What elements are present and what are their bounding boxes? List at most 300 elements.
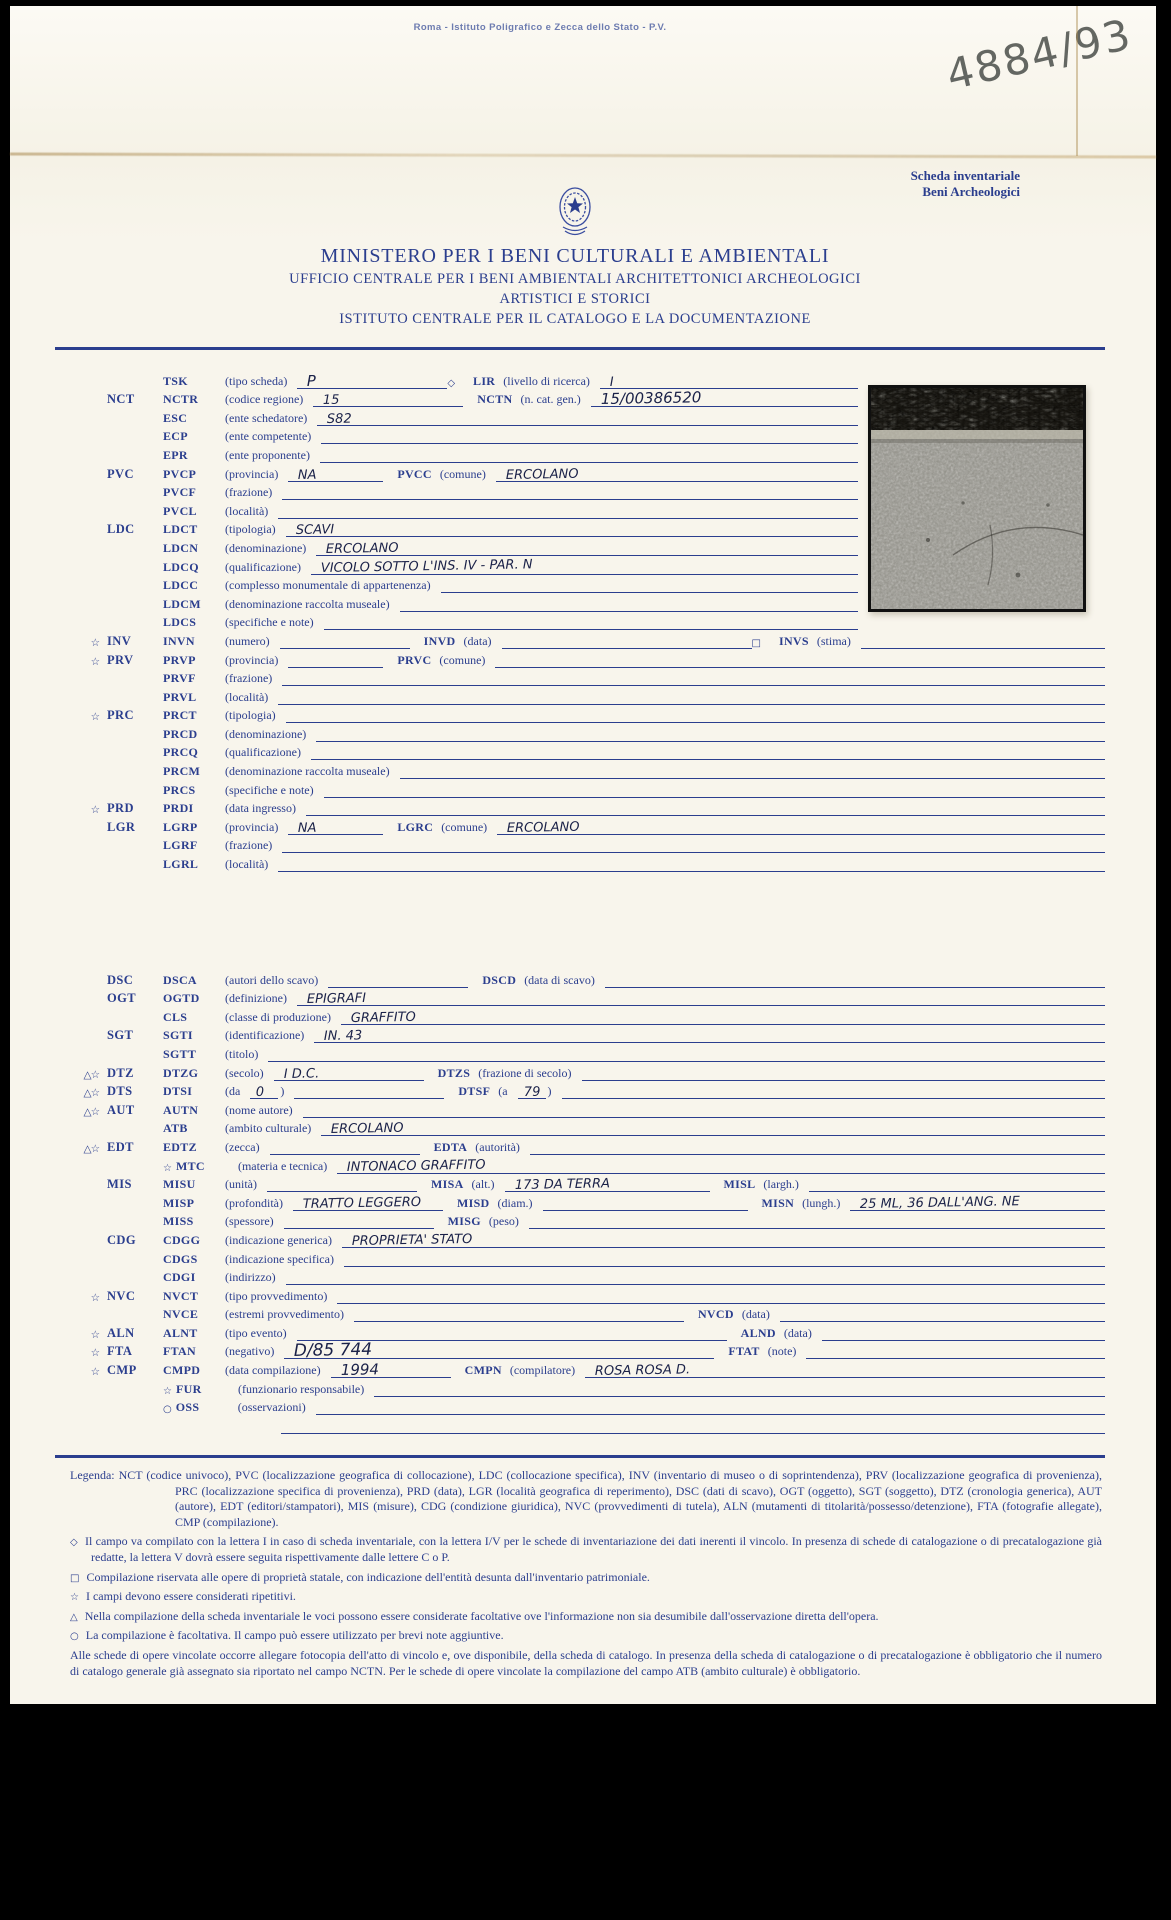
group-code: DSC	[107, 972, 134, 987]
group-code: INV	[107, 633, 132, 648]
value-line	[288, 654, 383, 668]
field-label: (denominazione)	[225, 540, 307, 555]
value-line	[496, 468, 858, 482]
field-label: (frazione)	[225, 485, 273, 500]
row-symbols: ☆	[90, 711, 99, 724]
field-code: LDCC	[163, 578, 199, 593]
value-line	[529, 1215, 1105, 1229]
note-symbol: ◇	[70, 1537, 78, 1549]
field-label: (comune)	[439, 652, 486, 667]
note-symbol: ○	[70, 1631, 79, 1643]
row-symbols: △☆	[83, 1142, 99, 1155]
value-line	[278, 691, 1105, 705]
value-line	[530, 1141, 1105, 1155]
field-code: PRVF	[163, 671, 196, 686]
field-code: NCTN	[477, 392, 513, 407]
field-label: (a	[498, 1084, 508, 1099]
value-line	[328, 974, 468, 988]
value-line	[495, 654, 1105, 668]
form-row-AUT	[65, 1099, 1105, 1118]
field-code: PRCM	[163, 764, 201, 779]
value-line	[313, 393, 463, 407]
field-label: (tipo provvedimento)	[225, 1288, 328, 1303]
field-code: AUTN	[163, 1102, 199, 1117]
handwritten-value: ERCOLANO	[506, 819, 580, 836]
field-label: (livello di ricerca)	[503, 373, 590, 388]
value-line	[850, 1193, 1105, 1212]
field-label: (autorità)	[475, 1139, 520, 1154]
field-label: (titolo)	[225, 1046, 259, 1061]
row-symbols: ☆	[90, 636, 99, 649]
handwritten-value: P	[306, 371, 317, 390]
form-row	[65, 779, 1105, 798]
legend-note	[70, 1609, 1102, 1625]
field-code: LGRL	[163, 857, 199, 872]
field-code: SGTT	[163, 1046, 197, 1061]
field-label: (indicazione generica)	[225, 1232, 332, 1247]
value-line	[591, 388, 858, 409]
group-code: NCT	[107, 392, 135, 407]
value-line	[354, 1308, 684, 1322]
field-label: (da	[225, 1084, 241, 1099]
group-code: PRD	[107, 801, 134, 816]
field-code: INVN	[163, 633, 195, 648]
form-row	[65, 593, 858, 612]
field-code: MISA	[431, 1177, 464, 1192]
field-label: (data)	[463, 633, 492, 648]
field-label: (provincia)	[225, 819, 279, 834]
row-symbols: ☆	[90, 1328, 99, 1341]
field-label: (tipo scheda)	[225, 373, 288, 388]
form-row	[65, 370, 858, 389]
form-row	[65, 407, 858, 426]
field-label: (località)	[225, 857, 269, 872]
handwritten-value: 1994	[340, 1360, 379, 1380]
form-row	[65, 1304, 1105, 1323]
form-row-DTS	[65, 1081, 1105, 1100]
value-line	[600, 375, 858, 389]
field-code: CMPD	[163, 1363, 201, 1378]
value-line	[288, 821, 383, 835]
form-row	[65, 575, 858, 594]
page-subtitle-3: ISTITUTO CENTRALE PER IL CATALOGO E LA DOCUMENTAZIONE	[339, 311, 811, 327]
field-label: (denominazione raccolta museale)	[225, 764, 390, 779]
row-symbols: △☆	[83, 1068, 99, 1081]
field-label: (classe di produzione)	[225, 1009, 331, 1024]
value-line	[341, 1011, 1105, 1025]
field-label: (lungh.)	[802, 1195, 841, 1210]
handwritten-protocol-number: 4884/93	[941, 9, 1137, 100]
value-line	[441, 579, 858, 593]
handwritten-value: 25 ML, 36 DALL'ANG. NE	[860, 1193, 1021, 1212]
handwritten-value: 15	[323, 392, 340, 409]
field-label: (profondità)	[225, 1195, 283, 1210]
form-row	[65, 1155, 1105, 1174]
field-code: ALND	[740, 1325, 776, 1340]
handwritten-value: IN. 43	[324, 1028, 363, 1045]
group-code: FTA	[107, 1344, 133, 1359]
field-code: LDCN	[163, 540, 199, 555]
group-code: OGT	[107, 991, 136, 1006]
form-row	[65, 1043, 1105, 1062]
value-line	[286, 1271, 1105, 1285]
handwritten-value: EPIGRAFI	[306, 991, 367, 1008]
value-line	[344, 1253, 1105, 1267]
field-label: (unità)	[225, 1177, 257, 1192]
handwritten-value: SCAVI	[295, 522, 334, 539]
note-text: Nella compilazione della scheda inventariale le voci possono essere considerate facoltative ove l'informazione non sia desumibile dall'osservazione diretta dell'opera.	[84, 1608, 879, 1623]
value-line	[280, 635, 410, 649]
handwritten-value: NA	[298, 467, 317, 483]
ministry-header	[55, 182, 1095, 328]
field-code: PRCS	[163, 782, 196, 797]
row-symbols: △☆	[83, 1087, 99, 1100]
form-row	[65, 1378, 1105, 1397]
group-code: NVC	[107, 1288, 136, 1303]
value-line	[297, 1327, 727, 1341]
vertical-crease	[1076, 6, 1078, 156]
field-code: DSCA	[163, 972, 197, 987]
attached-photo	[868, 385, 1086, 612]
value-line	[400, 765, 1105, 779]
field-code: PVCL	[163, 503, 197, 518]
form-row-DTZ	[65, 1062, 1105, 1081]
value-line	[316, 728, 1105, 742]
form-row	[65, 742, 1105, 761]
note-symbol: △	[70, 1611, 78, 1623]
field-label: (comune)	[439, 466, 486, 481]
field-label: (indirizzo)	[225, 1270, 276, 1285]
field-code: MISG	[447, 1214, 481, 1229]
legend-notes	[70, 1534, 1102, 1644]
field-label: (alt.)	[471, 1177, 495, 1192]
value-line	[282, 839, 1105, 853]
group-code: CMP	[107, 1363, 137, 1378]
field-code: CDGS	[163, 1251, 198, 1266]
value-line	[316, 1401, 1105, 1415]
form-row	[65, 556, 858, 575]
field-symbol: ☆	[163, 1385, 172, 1397]
field-code: LIR	[473, 373, 496, 388]
note-text: I campi devono essere considerati ripetitivi.	[85, 1589, 296, 1604]
value-line	[317, 412, 858, 426]
field-code: ATB	[163, 1121, 188, 1136]
form-row	[65, 537, 858, 556]
value-line	[780, 1308, 1105, 1322]
inline-value-line	[250, 1085, 278, 1099]
field-code: MISL	[723, 1177, 756, 1192]
handwritten-value: D/85 744	[293, 1340, 373, 1362]
legend-block	[70, 1468, 1102, 1683]
field-code: PRCD	[163, 726, 198, 741]
field-code: PRCT	[163, 708, 197, 723]
field-code: LDCM	[163, 596, 201, 611]
field-code: FUR	[175, 1381, 202, 1396]
handwritten-value: 173 DA TERRA	[514, 1176, 610, 1194]
state-emblem-icon	[553, 182, 597, 240]
handwritten-value: PROPRIETA' STATO	[351, 1231, 473, 1249]
row-symbols: ☆	[90, 1347, 99, 1360]
field-label: (denominazione raccolta museale)	[225, 596, 390, 611]
value-line	[297, 992, 1105, 1006]
form-row	[65, 668, 1105, 687]
form-row-CDG	[65, 1229, 1105, 1248]
group-code: MIS	[107, 1177, 132, 1192]
legend-paragraph	[70, 1468, 1102, 1530]
form-row	[65, 444, 858, 463]
form-row	[65, 686, 1105, 705]
field-label: (peso)	[488, 1214, 519, 1229]
field-label: (provincia)	[225, 652, 279, 667]
form-row-INV	[65, 630, 1105, 649]
handwritten-value: NA	[298, 820, 317, 836]
note-symbol: □	[70, 1572, 80, 1584]
value-line	[268, 1048, 1105, 1062]
value-line	[324, 616, 858, 630]
handwritten-value: I D.C.	[283, 1065, 319, 1082]
field-label: (zecca)	[225, 1139, 260, 1154]
field-label: (ente competente)	[225, 429, 312, 444]
value-line	[294, 1085, 444, 1099]
field-code: EPR	[163, 447, 188, 462]
form-row-LGR	[65, 816, 1105, 835]
form-row	[65, 1248, 1105, 1267]
value-line	[605, 974, 1105, 988]
field-code: NVCD	[697, 1307, 734, 1322]
form-row-PRC	[65, 705, 1105, 724]
handwritten-value: ERCOLANO	[505, 466, 579, 483]
field-code: PRCQ	[163, 745, 199, 760]
field-label: (località)	[225, 503, 269, 518]
value-line	[497, 821, 1105, 835]
note-symbol: ☆	[70, 1592, 79, 1604]
handwritten-value: ROSA ROSA D.	[594, 1362, 691, 1380]
group-code: PVC	[107, 466, 134, 481]
field-symbol: ☆	[163, 1162, 172, 1174]
group-code: SGT	[107, 1028, 134, 1043]
field-code: DTZS	[437, 1065, 471, 1080]
field-code: LGRP	[163, 819, 198, 834]
field-label: (note)	[767, 1344, 797, 1359]
value-line	[585, 1364, 1105, 1378]
field-code: PRVL	[163, 689, 197, 704]
field-label: (provincia)	[225, 466, 279, 481]
field-label: (specifiche e note)	[225, 782, 314, 797]
page-subtitle-1: UFFICIO CENTRALE PER I BENI AMBIENTALI ARCHITETTONICI ARCHEOLOGICI	[289, 271, 861, 287]
field-code: INVS	[778, 633, 809, 648]
row-symbols: ☆	[90, 1366, 99, 1379]
group-code: ALN	[107, 1325, 135, 1340]
field-label: (comune)	[441, 819, 488, 834]
form-row	[65, 1415, 1105, 1434]
form-row-LDC	[65, 519, 858, 538]
row-symbols: △☆	[83, 1105, 99, 1118]
field-code: ESC	[163, 410, 188, 425]
handwritten-value: S82	[327, 411, 353, 427]
field-code: MISU	[163, 1177, 196, 1192]
form-row-FTA	[65, 1341, 1105, 1360]
form-row-ALN	[65, 1322, 1105, 1341]
continuation-line	[281, 1420, 1105, 1434]
field-label: (tipologia)	[225, 522, 276, 537]
form-row	[65, 1192, 1105, 1211]
field-label: (secolo)	[225, 1065, 264, 1080]
form-row	[65, 1118, 1105, 1137]
value-line	[282, 486, 858, 500]
value-line	[288, 468, 383, 482]
field-code: CDGG	[163, 1232, 201, 1247]
group-code: EDT	[107, 1139, 134, 1154]
value-line	[311, 746, 1105, 760]
value-line	[582, 1067, 1105, 1081]
field-label: (spessore)	[225, 1214, 274, 1229]
legend-label: Legenda:	[70, 1468, 115, 1482]
paper-sheet	[10, 6, 1156, 1704]
handwritten-value: INTONACO GRAFFITO	[346, 1157, 486, 1175]
sheet-type-line1: Scheda inventariale	[910, 168, 1020, 183]
field-label: (stima)	[816, 633, 851, 648]
value-line	[502, 635, 752, 649]
field-label: (data ingresso)	[225, 801, 296, 816]
field-code: CDGI	[163, 1270, 196, 1285]
handwritten-value: 15/00386520	[600, 388, 702, 409]
field-code: DTSI	[163, 1084, 193, 1099]
form-row-NCT	[65, 389, 858, 408]
form-row	[65, 853, 1105, 872]
page-subtitle-2: ARTISTICI E STORICI	[499, 291, 651, 307]
value-line	[306, 802, 1105, 816]
field-label: (specifiche e note)	[225, 615, 314, 630]
form-row	[65, 1006, 1105, 1025]
field-label: (largh.)	[763, 1177, 799, 1192]
field-code: OSS	[175, 1400, 200, 1415]
field-code: CMPN	[464, 1363, 502, 1378]
field-code: INVD	[423, 633, 456, 648]
field-label: (identificazione)	[225, 1028, 305, 1043]
value-line	[293, 1194, 443, 1212]
value-line	[284, 1340, 714, 1362]
form-row	[65, 723, 1105, 742]
handwritten-value: VICOLO SOTTO L'INS. IV - PAR. N	[320, 556, 533, 576]
row-symbols: ☆	[90, 655, 99, 668]
page-title: MINISTERO PER I BENI CULTURALI E AMBIENTALI	[320, 245, 830, 267]
value-line	[342, 1231, 1105, 1249]
fold-crease	[10, 152, 1156, 158]
field-label: (compilatore)	[509, 1363, 576, 1378]
value-line	[321, 1122, 1105, 1136]
handwritten-value: 0	[256, 1085, 265, 1101]
legend-note	[70, 1589, 1102, 1605]
field-code: PRDI	[163, 801, 194, 816]
field-label: (negativo)	[225, 1344, 275, 1359]
field-code: ECP	[163, 429, 188, 444]
group-code: PRV	[107, 652, 134, 667]
field-code: NCTR	[163, 392, 199, 407]
field-label: (materia e tecnica)	[237, 1158, 328, 1173]
legend-note	[70, 1628, 1102, 1644]
value-line	[270, 1141, 420, 1155]
value-line	[321, 430, 858, 444]
value-line	[337, 1157, 1105, 1175]
form-row	[65, 1267, 1105, 1286]
field-label: (complesso monumentale di appartenenza)	[225, 578, 431, 593]
field-code: PVCF	[163, 485, 197, 500]
field-label: (indicazione specifica)	[225, 1251, 334, 1266]
legend-note	[70, 1534, 1102, 1565]
field-label-close: )	[280, 1084, 285, 1099]
value-line	[286, 523, 858, 537]
field-label: (frazione)	[225, 671, 273, 686]
field-code: LGRF	[163, 838, 198, 853]
value-line	[861, 635, 1105, 649]
field-label: (ente proponente)	[225, 447, 310, 462]
value-line	[543, 1197, 748, 1211]
field-code: NVCT	[163, 1288, 199, 1303]
footer-note: Alle schede di opere vincolate occorre allegare fotocopia dell'atto di vincolo e, ove disponibile, della scheda di catalogo. In presenza della scheda di catalogazione o di precatalogazione è obbligatorio che il numero di catalogo generale già assegnato sia riportato nel campo NCTN. Per le schede di opere vincolate la compilazione del campo ATB (ambito culturale) è obbligatorio.	[70, 1647, 1102, 1678]
field-label: (diam.)	[497, 1195, 533, 1210]
handwritten-value: 79	[523, 1084, 541, 1101]
field-symbol: ◇	[447, 377, 456, 389]
form-row	[65, 1211, 1105, 1230]
bottom-divider-rule	[55, 1455, 1105, 1458]
field-code: LDCQ	[163, 559, 199, 574]
form-row	[65, 835, 1105, 854]
group-code: DTS	[107, 1084, 133, 1099]
value-line	[562, 1085, 1105, 1099]
field-label: (data di scavo)	[524, 972, 595, 987]
field-label: (tipologia)	[225, 708, 276, 723]
field-code: DTSF	[458, 1084, 491, 1099]
field-symbol: ○	[163, 1404, 172, 1416]
value-line	[278, 505, 858, 519]
value-line	[282, 672, 1105, 686]
value-line	[337, 1290, 1105, 1304]
value-line	[316, 542, 858, 556]
printer-imprint: Roma - Istituto Poligrafico e Zecca dello Stato - P.V.	[413, 22, 667, 33]
field-label: (definizione)	[225, 991, 287, 1006]
field-label: (data compilazione)	[225, 1363, 321, 1378]
field-code: PVCC	[397, 466, 432, 481]
value-line	[297, 371, 447, 390]
form-row	[65, 760, 1105, 779]
field-code: MISP	[163, 1195, 195, 1210]
field-label: (data)	[741, 1307, 770, 1322]
field-label: (numero)	[225, 633, 270, 648]
field-label: (n. cat. gen.)	[520, 392, 581, 407]
form-row-DSC	[65, 969, 1105, 988]
handwritten-value: GRAFFITO	[350, 1009, 416, 1026]
form-row-PRD	[65, 798, 1105, 817]
field-code: FTAN	[163, 1344, 196, 1359]
legend-note	[70, 1570, 1102, 1586]
field-label: (frazione)	[225, 838, 273, 853]
value-line	[311, 556, 858, 576]
field-code: SGTI	[163, 1028, 193, 1043]
field-code: LDCS	[163, 615, 197, 630]
note-text: Compilazione riservata alle opere di proprietà statale, con indicazione dell'entità desunta dall'inventario patrimoniale.	[86, 1569, 650, 1584]
field-label: (qualificazione)	[225, 559, 301, 574]
group-code: AUT	[107, 1102, 135, 1117]
field-code: DSCD	[482, 972, 517, 987]
field-code: PRVC	[397, 652, 432, 667]
inline-value-line	[518, 1085, 546, 1099]
legend-text: NCT (codice univoco), PVC (localizzazione geografica di collocazione), LDC (collocazione specifica), INV (inventario di museo o di soprintendenza), PRV (localizzazione geografica di provenienza), PRC (localizzazione specifica di provenienza), PRD (data), LGR (località geografica di reperimento), DSC (dati di scavo), OGT (oggetto), SGT (soggetto), DTZ (cronologia generica), AUT (autore), EDT (editori/stampatori), MIS (misure), CDG (condizione giuridica), NVC (provvedimenti di tutela), ALN (mutamenti di titolarità/possesso/detenzione), FTA (fotografie allegate), CMP (compilazione).	[118, 1468, 1103, 1529]
value-line	[286, 709, 1105, 723]
form-row-OGT	[65, 988, 1105, 1007]
field-label: (località)	[225, 689, 269, 704]
field-code: MISD	[456, 1195, 490, 1210]
value-line	[400, 598, 858, 612]
